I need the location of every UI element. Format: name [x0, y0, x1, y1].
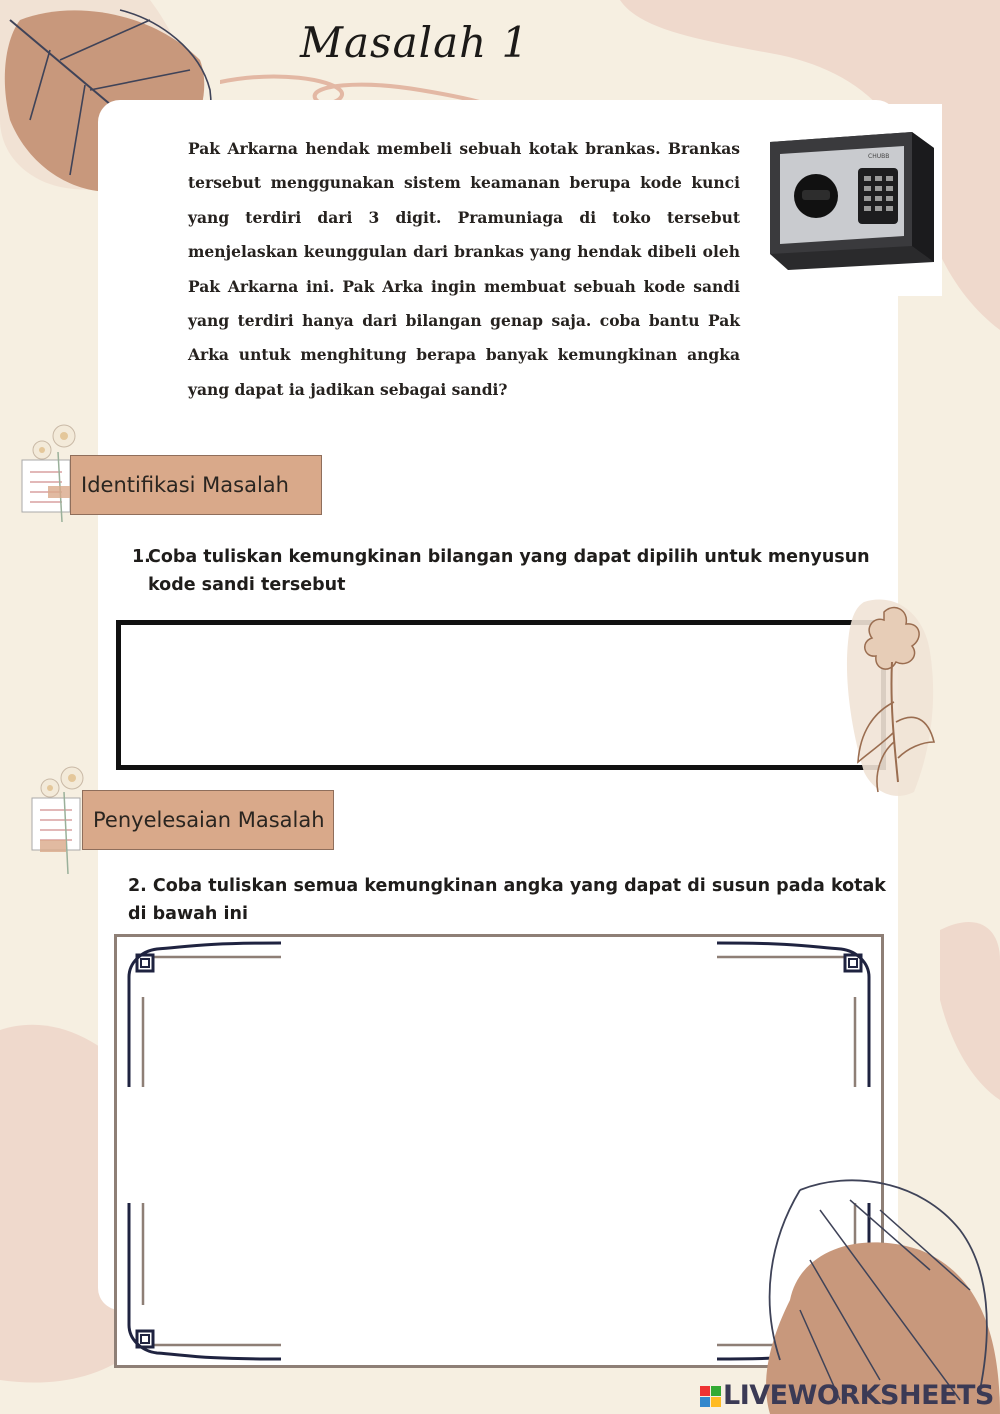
- liveworksheets-watermark: [700, 1380, 994, 1411]
- live-logo-icon: [700, 1386, 721, 1407]
- problem-story: Pak Arkarna hendak membeli sebuah kotak brankas. Brankas tersebut menggunakan sistem keamanan berupa kode kunci yang terdiri dari 3 digit. Pramuniaga di toko tersebut menjelaskan keunggulan dari brankas yang hendak dibeli oleh Pak Arkarna ini. Pak Arka ingin membuat sebuah kode sandi yang terdiri hanya dari bilangan genap saja. coba bantu Pak Arka untuk menghitung berapa banyak kemungkinan angka yang dapat ia jadikan sebagai sandi?: [188, 139, 740, 399]
- iris-flower-decor: [834, 592, 944, 802]
- question-1-number: 1.: [132, 547, 151, 567]
- identify-section-label: Identifikasi Masalah: [70, 455, 322, 515]
- solve-section-label: Penyelesaian Masalah: [82, 790, 334, 850]
- answer-box-1[interactable]: [116, 620, 886, 770]
- safe-photo: [758, 104, 942, 296]
- liveworksheets-brand: LIVEWORKSHEETS: [723, 1380, 994, 1411]
- question-1-text: Coba tuliskan kemungkinan bilangan yang dapat dipilih untuk menyusun kode sandi tersebut: [148, 547, 870, 595]
- question-2-text: 2. Coba tuliskan semua kemungkinan angka yang dapat di susun pada kotak di bawah ini: [128, 876, 886, 924]
- monstera-leaf-decor-bottom: [730, 1150, 1000, 1414]
- safe-brand-logo: CHUBB: [868, 153, 890, 160]
- page-title: Masalah 1: [300, 18, 530, 67]
